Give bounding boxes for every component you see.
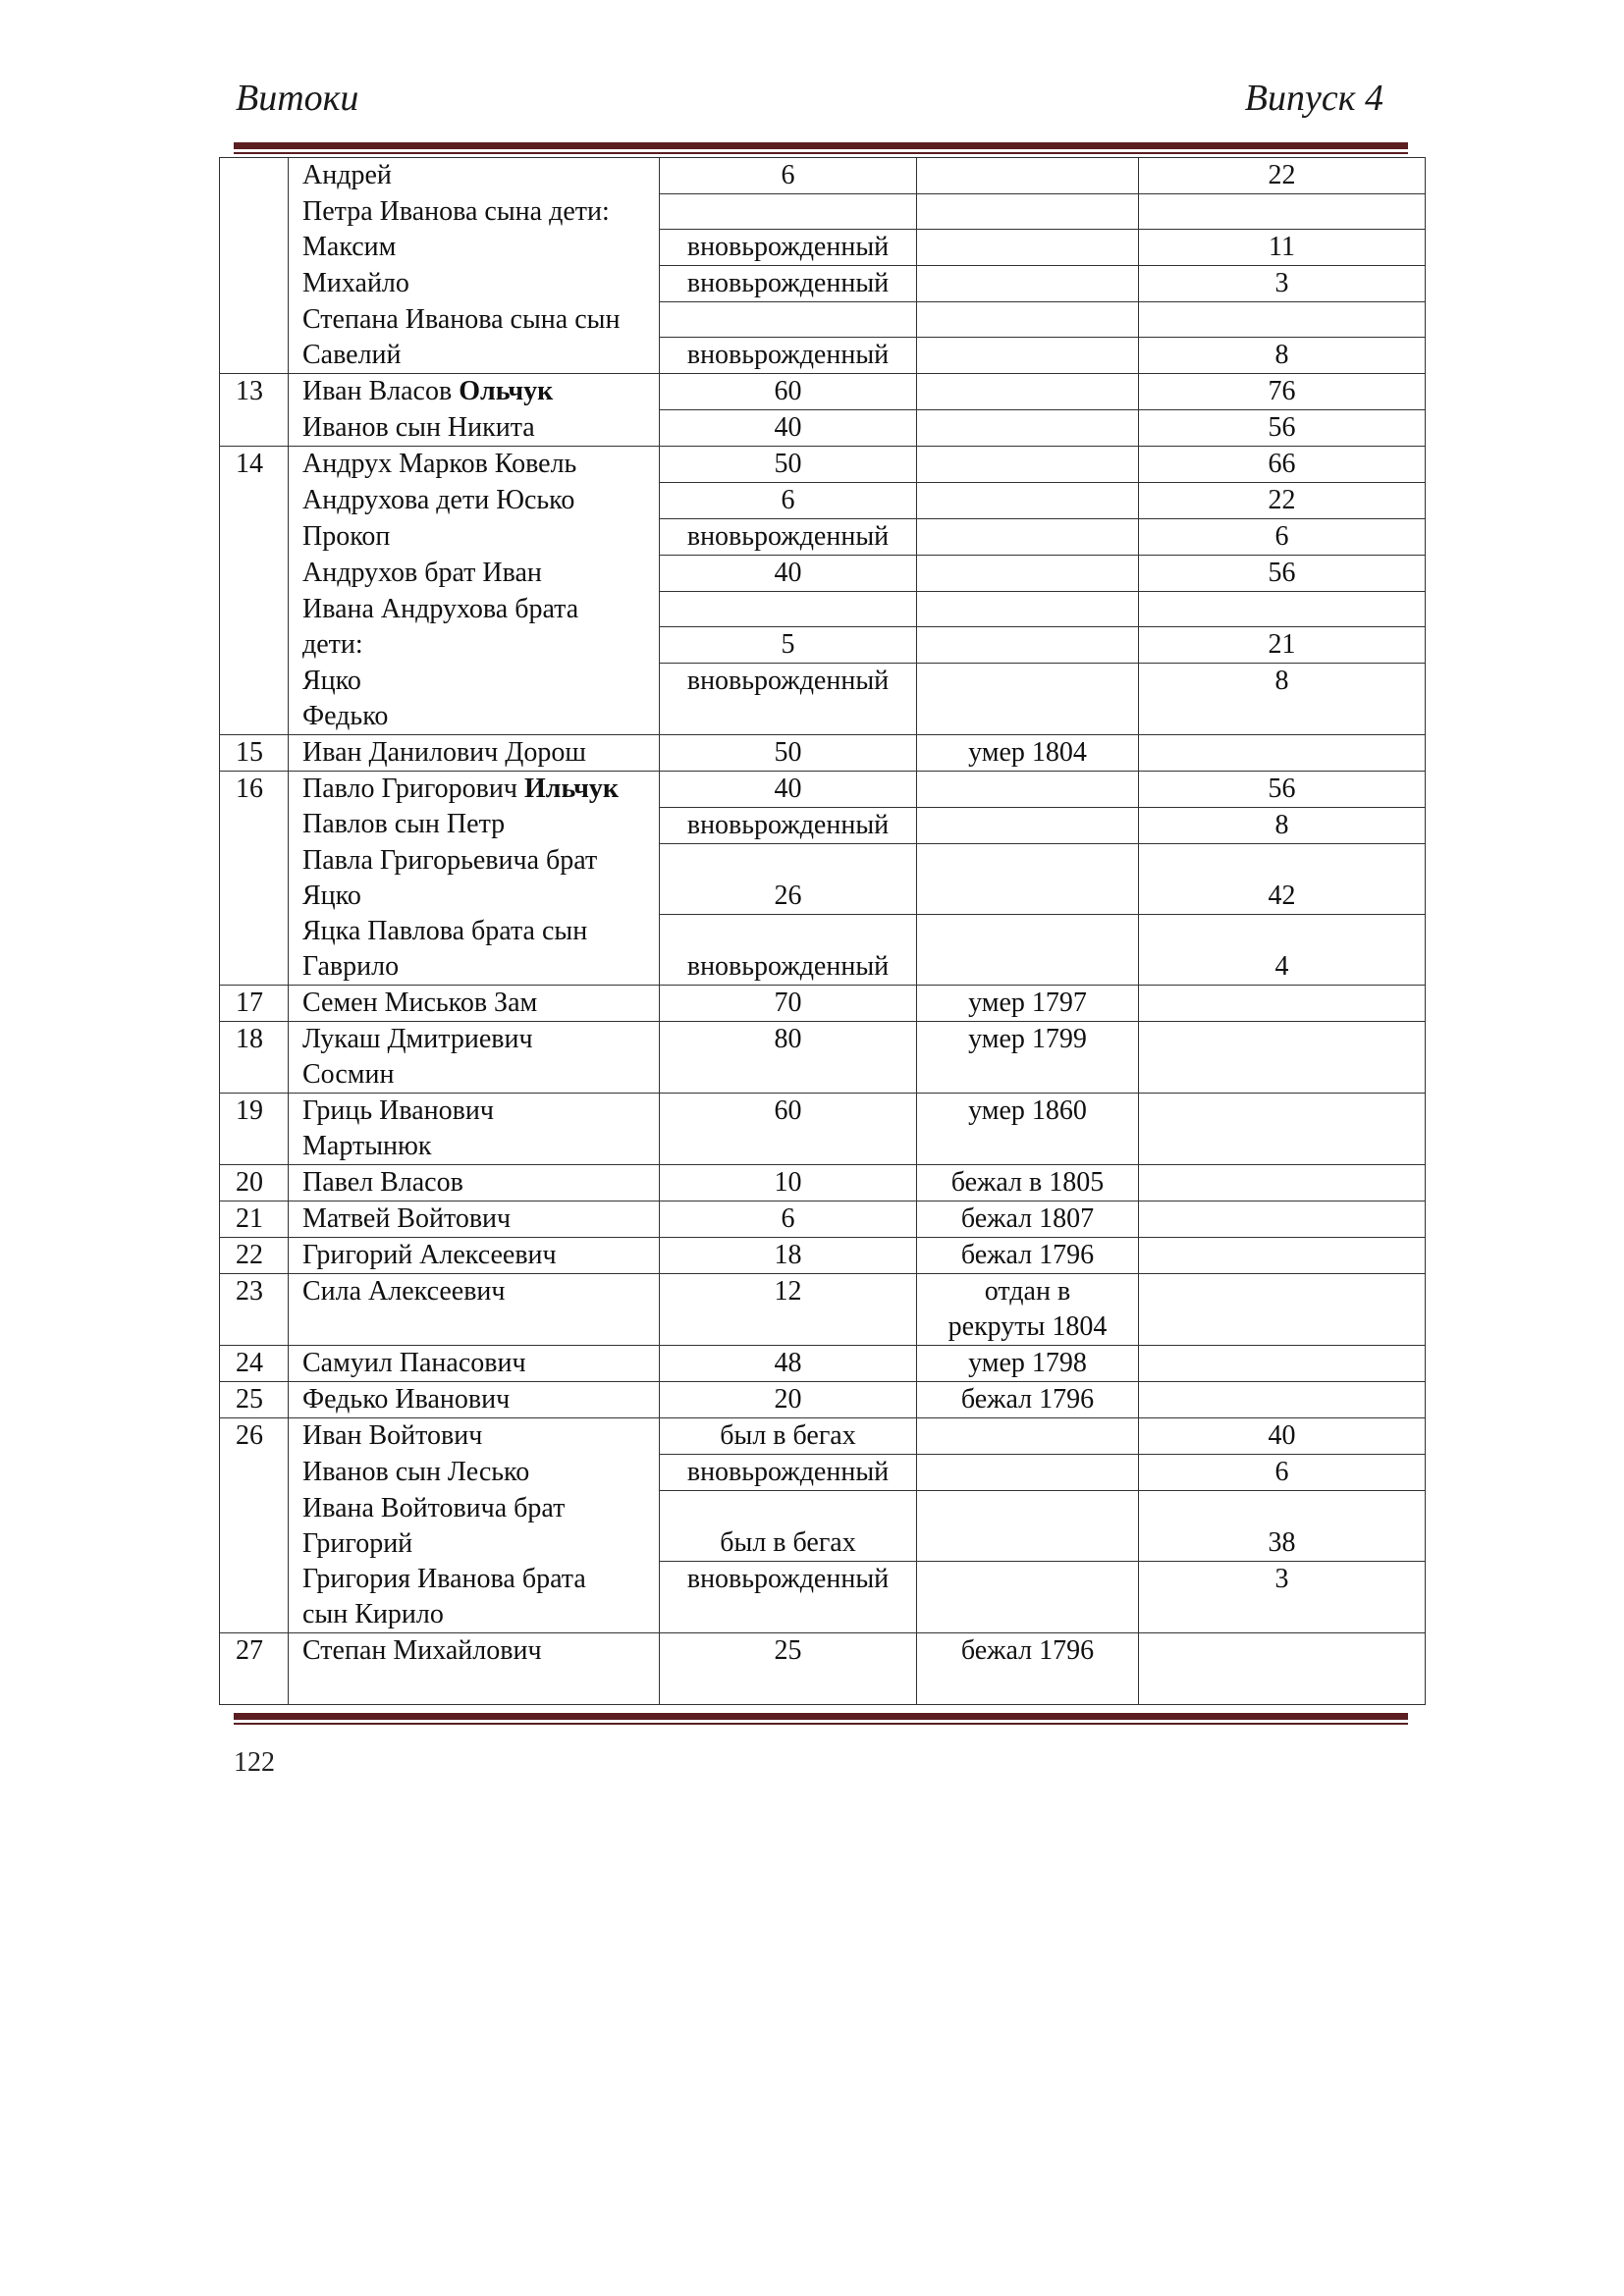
table-row [220,627,1426,664]
row-number: 18 [220,1022,289,1094]
row-number: 14 [220,447,289,483]
top-divider [234,142,1408,154]
age-1795: 20 [660,1382,917,1418]
row-number [220,483,289,519]
age-1811: 3 [1139,1562,1426,1633]
status-note [917,627,1139,664]
table-row [220,1238,1426,1274]
person-name: Иванов сын Лесько [289,1455,660,1491]
age-1811 [1139,194,1426,230]
table-row [220,734,1426,771]
table-row [220,158,1426,194]
age-1795 [660,592,917,627]
status-note: умер 1797 [917,986,1139,1022]
row-number [220,266,289,302]
person-name: Степан Михайлович [289,1632,660,1704]
person-name: Максим [289,230,660,266]
age-1795: вновьрожденный [660,519,917,556]
status-note [917,807,1139,843]
person-name: Павлов сын Петр [289,807,660,843]
age-1795: вновьрожденный [660,807,917,843]
age-1795: 40 [660,556,917,592]
table-row [220,1201,1426,1238]
age-1811: 40 [1139,1418,1426,1455]
age-1795: 40 [660,771,917,807]
status-note [917,771,1139,807]
table-row [220,1165,1426,1201]
age-1811: 4 [1139,914,1426,986]
age-1811: 22 [1139,158,1426,194]
age-1795: был в бегах [660,1491,917,1562]
status-note [917,1418,1139,1455]
age-1795: 48 [660,1346,917,1382]
status-note [917,158,1139,194]
age-1811 [1139,1274,1426,1346]
status-note [917,447,1139,483]
table-row [220,592,1426,627]
row-number [220,194,289,230]
row-number [220,807,289,843]
age-1795: вновьрожденный [660,266,917,302]
age-1811: 8 [1139,807,1426,843]
surname: Ильчук [523,773,620,804]
status-note [917,410,1139,447]
table-row [220,1094,1426,1165]
age-1811: 56 [1139,410,1426,447]
row-number: 23 [220,1274,289,1346]
table-row [220,843,1426,914]
row-number [220,664,289,735]
status-note [917,338,1139,374]
person-name: Сила Алексеевич [289,1274,660,1346]
table-row [220,1455,1426,1491]
age-1795: вновьрожденный [660,664,917,735]
person-name: Ивана Андрухова брата [289,592,660,627]
status-note: бежал в 1805 [917,1165,1139,1201]
age-1811 [1139,1094,1426,1165]
person-name: Петра Иванова сына дети: [289,194,660,230]
status-note: умер 1860 [917,1094,1139,1165]
status-note [917,843,1139,914]
row-number: 25 [220,1382,289,1418]
person-name: Яцко Федько [289,664,660,735]
status-note [917,664,1139,735]
age-1795: 12 [660,1274,917,1346]
status-note [917,483,1139,519]
age-1795: вновьрожденный [660,914,917,986]
age-1811 [1139,592,1426,627]
age-1795: 60 [660,374,917,410]
surname: Ольчук [459,376,554,406]
table-row [220,914,1426,986]
age-1811: 21 [1139,627,1426,664]
age-1811 [1139,986,1426,1022]
status-note: отдан в рекруты 1804 [917,1274,1139,1346]
age-1795: 18 [660,1238,917,1274]
age-1811: 76 [1139,374,1426,410]
person-name: Павла Григорьевича брат Яцко [289,843,660,914]
person-name: Андрухов брат Иван [289,556,660,592]
table-row [220,447,1426,483]
table-row [220,1274,1426,1346]
status-note: умер 1798 [917,1346,1139,1382]
status-note: бежал 1796 [917,1632,1139,1704]
status-note: бежал 1796 [917,1238,1139,1274]
row-number [220,592,289,627]
age-1795: 10 [660,1165,917,1201]
row-number: 19 [220,1094,289,1165]
age-1811 [1139,1201,1426,1238]
row-number [220,338,289,374]
person-name: Андрух Марков Ковель [289,447,660,483]
status-note [917,914,1139,986]
person-name: Савелий [289,338,660,374]
status-note [917,302,1139,338]
table-row [220,483,1426,519]
age-1811: 6 [1139,519,1426,556]
table-row [220,338,1426,374]
age-1795: 6 [660,483,917,519]
row-number: 22 [220,1238,289,1274]
age-1795: 6 [660,158,917,194]
age-1811: 56 [1139,771,1426,807]
person-name: Иван Данилович Дорош [289,734,660,771]
age-1811 [1139,1022,1426,1094]
person-name: Андрухова дети Юсько [289,483,660,519]
age-1811: 3 [1139,266,1426,302]
row-number [220,1491,289,1562]
status-note [917,374,1139,410]
issue-label: Випуск 4 [1244,78,1383,119]
age-1811: 8 [1139,338,1426,374]
age-1811: 8 [1139,664,1426,735]
person-name: Лукаш Дмитриевич Сосмин [289,1022,660,1094]
person-name: Матвей Войтович [289,1201,660,1238]
age-1811 [1139,1382,1426,1418]
table-row [220,1562,1426,1633]
census-table [219,157,1426,1705]
age-1795: вновьрожденный [660,1455,917,1491]
age-1811 [1139,1165,1426,1201]
status-note [917,1562,1139,1633]
table-row [220,374,1426,410]
age-1811: 38 [1139,1491,1426,1562]
person-name: Михайло [289,266,660,302]
row-number [220,158,289,194]
age-1811: 42 [1139,843,1426,914]
status-note: бежал 1796 [917,1382,1139,1418]
row-number: 17 [220,986,289,1022]
table-row [220,1022,1426,1094]
journal-title: Витоки [236,78,359,119]
row-number [220,914,289,986]
row-number [220,556,289,592]
status-note [917,556,1139,592]
row-number [220,410,289,447]
row-number [220,843,289,914]
person-name: Павел Власов [289,1165,660,1201]
age-1795: вновьрожденный [660,1562,917,1633]
age-1811 [1139,734,1426,771]
person-name: Иванов сын Никита [289,410,660,447]
age-1795: 26 [660,843,917,914]
status-note [917,230,1139,266]
age-1795: 25 [660,1632,917,1704]
age-1811 [1139,1238,1426,1274]
age-1811: 11 [1139,230,1426,266]
row-number: 24 [220,1346,289,1382]
age-1795: 5 [660,627,917,664]
table-row [220,807,1426,843]
row-number [220,519,289,556]
table-row [220,194,1426,230]
age-1811: 56 [1139,556,1426,592]
table-row [220,410,1426,447]
age-1795: 50 [660,734,917,771]
row-number [220,1455,289,1491]
person-name: Яцка Павлова брата сын Гаврило [289,914,660,986]
status-note [917,194,1139,230]
age-1795: вновьрожденный [660,230,917,266]
status-note [917,592,1139,627]
row-number [220,302,289,338]
age-1795: 70 [660,986,917,1022]
table-row [220,1382,1426,1418]
row-number [220,230,289,266]
age-1795: 80 [660,1022,917,1094]
row-number: 13 [220,374,289,410]
age-1811 [1139,302,1426,338]
age-1795 [660,302,917,338]
person-name: Григорий Алексеевич [289,1238,660,1274]
status-note [917,266,1139,302]
status-note [917,1491,1139,1562]
status-note: бежал 1807 [917,1201,1139,1238]
row-number: 21 [220,1201,289,1238]
person-name: Гриць Иванович Мартынюк [289,1094,660,1165]
page-number: 122 [234,1747,275,1778]
status-note: умер 1799 [917,1022,1139,1094]
table-row [220,556,1426,592]
table-row [220,664,1426,735]
row-number: 27 [220,1632,289,1704]
table-row [220,266,1426,302]
age-1811: 6 [1139,1455,1426,1491]
person-name: Иван Власов Ольчук [289,374,660,410]
table-row [220,1346,1426,1382]
person-name: Семен Миськов Зам [289,986,660,1022]
table-row [220,302,1426,338]
age-1795: 60 [660,1094,917,1165]
table-row [220,1632,1426,1704]
person-name: Павло Григорович Ильчук [289,771,660,807]
row-number: 15 [220,734,289,771]
row-number: 26 [220,1418,289,1455]
row-number: 20 [220,1165,289,1201]
bottom-divider [234,1713,1408,1725]
age-1795: вновьрожденный [660,338,917,374]
age-1811 [1139,1632,1426,1704]
table-row [220,771,1426,807]
age-1811: 66 [1139,447,1426,483]
status-note [917,1455,1139,1491]
age-1811 [1139,1346,1426,1382]
person-name: дети: [289,627,660,664]
age-1795: 6 [660,1201,917,1238]
age-1795 [660,194,917,230]
row-number: 16 [220,771,289,807]
person-name: Степана Иванова сына сын [289,302,660,338]
age-1795: 50 [660,447,917,483]
row-number [220,1562,289,1633]
row-number [220,627,289,664]
status-note: умер 1804 [917,734,1139,771]
status-note [917,519,1139,556]
table-row [220,1418,1426,1455]
table-row [220,230,1426,266]
age-1811: 22 [1139,483,1426,519]
person-name: Ивана Войтовича брат Григорий [289,1491,660,1562]
table-row [220,1491,1426,1562]
table-row [220,986,1426,1022]
person-name: Прокоп [289,519,660,556]
person-name: Федько Иванович [289,1382,660,1418]
age-1795: 40 [660,410,917,447]
person-name: Григория Иванова брата сын Кирило [289,1562,660,1633]
person-name: Андрей [289,158,660,194]
table-row [220,519,1426,556]
person-name: Самуил Панасович [289,1346,660,1382]
age-1795: был в бегах [660,1418,917,1455]
person-name: Иван Войтович [289,1418,660,1455]
